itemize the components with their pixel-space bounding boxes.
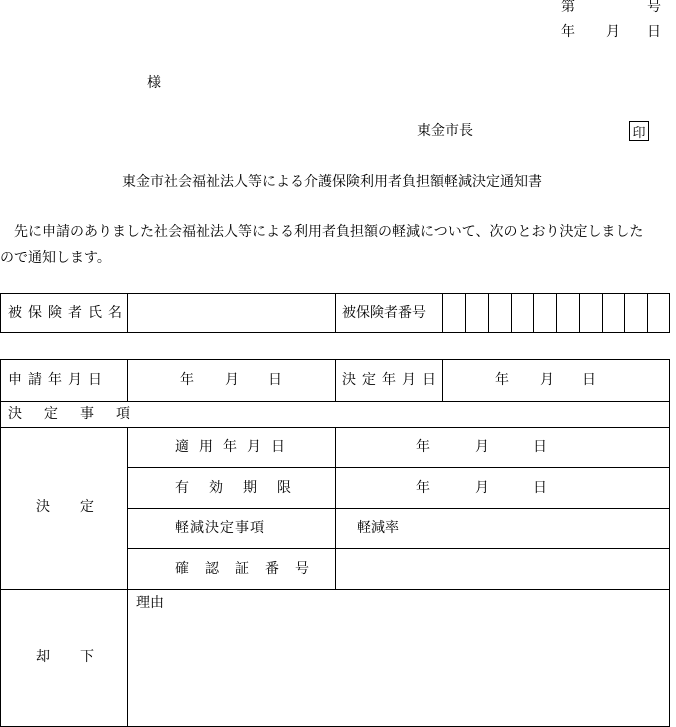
rejection-reason-label: 理由 bbox=[136, 595, 164, 611]
number-dai: 第 bbox=[561, 0, 575, 15]
apply-date-day: 日 bbox=[268, 372, 282, 388]
body-text-line1: 先に申請のありました社会福祉法人等による利用者負担額の軽減について、次のとおり決定しました bbox=[14, 224, 644, 240]
valid-until-year: 年 bbox=[416, 480, 430, 496]
valid-until-label: 有効期限 bbox=[175, 480, 311, 496]
certificate-number-label: 確認証番号 bbox=[175, 561, 325, 577]
body-text-line2: ので通知します。 bbox=[0, 250, 111, 266]
reduction-decision-label: 軽減決定事項 bbox=[175, 520, 265, 536]
issue-year: 年 bbox=[561, 24, 575, 40]
apply-date-month: 月 bbox=[225, 372, 239, 388]
valid-until-month: 月 bbox=[475, 480, 489, 496]
issue-day: 日 bbox=[647, 24, 661, 40]
seal-mark: 印 bbox=[629, 121, 649, 141]
decision-label: 決定 bbox=[36, 499, 124, 515]
apply-date-label: 申請年月日 bbox=[8, 372, 108, 388]
reduction-rate-label: 軽減率 bbox=[357, 520, 399, 536]
decision-date-year: 年 bbox=[495, 372, 509, 388]
rejection-label: 却下 bbox=[36, 649, 124, 665]
valid-until-day: 日 bbox=[533, 480, 547, 496]
rejection-reason-field[interactable] bbox=[132, 615, 662, 720]
insured-name-label: 被保険者氏名 bbox=[8, 305, 128, 321]
decision-date-label: 決定年月日 bbox=[342, 372, 442, 388]
decision-date-day: 日 bbox=[582, 372, 596, 388]
insured-number-label: 被保険者番号 bbox=[342, 305, 426, 321]
insured-name-field[interactable] bbox=[131, 296, 331, 330]
issuer-name: 東金市長 bbox=[417, 123, 473, 139]
decision-items-label: 決定事項 bbox=[8, 406, 152, 422]
decision-date-month: 月 bbox=[540, 372, 554, 388]
decision-apply-day: 日 bbox=[533, 439, 547, 455]
decision-apply-year: 年 bbox=[416, 439, 430, 455]
decision-apply-date-label: 適用年月日 bbox=[175, 439, 295, 455]
decision-apply-month: 月 bbox=[475, 439, 489, 455]
issue-month: 月 bbox=[606, 24, 620, 40]
certificate-number-field[interactable] bbox=[340, 552, 665, 586]
document-title: 東金市社会福祉法人等による介護保険利用者負担額軽減決定通知書 bbox=[122, 174, 542, 190]
number-go: 号 bbox=[647, 0, 661, 15]
addressee-suffix: 様 bbox=[147, 75, 161, 91]
apply-date-year: 年 bbox=[180, 372, 194, 388]
